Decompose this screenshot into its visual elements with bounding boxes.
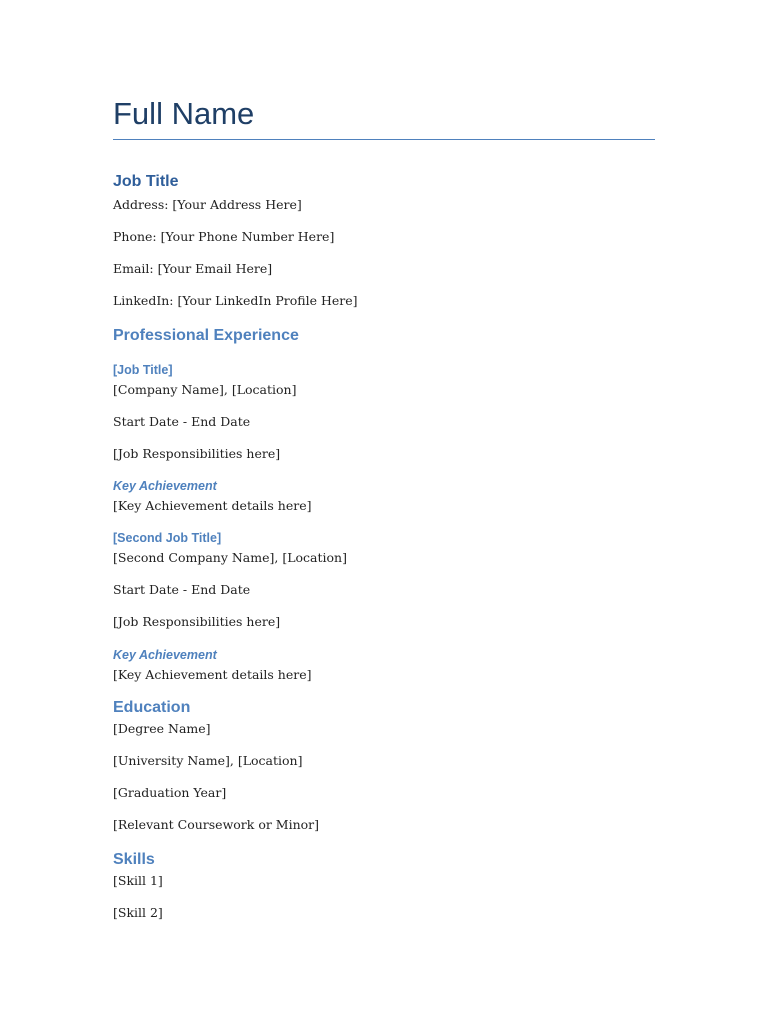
job-2-company: [Second Company Name], [Location]: [113, 550, 347, 565]
degree-line: [Degree Name]: [113, 721, 211, 736]
job-1-achievement-heading: Key Achievement: [113, 479, 217, 493]
job-1-title: [Job Title]: [113, 363, 173, 377]
coursework-line: [Relevant Coursework or Minor]: [113, 817, 320, 832]
phone-line: Phone: [Your Phone Number Here]: [113, 229, 335, 244]
job-2-title: [Second Job Title]: [113, 531, 222, 545]
job-1-achievement-details: [Key Achievement details here]: [113, 498, 312, 513]
job-2-achievement-details: [Key Achievement details here]: [113, 667, 312, 682]
job-title-heading: Job Title: [113, 173, 179, 190]
address-line: Address: [Your Address Here]: [113, 197, 302, 212]
experience-heading: Professional Experience: [113, 327, 299, 344]
job-2-dates: Start Date - End Date: [113, 582, 251, 597]
email-line: Email: [Your Email Here]: [113, 261, 273, 276]
title-divider: [113, 139, 655, 140]
university-line: [University Name], [Location]: [113, 753, 303, 768]
job-1-dates: Start Date - End Date: [113, 414, 251, 429]
linkedin-line: LinkedIn: [Your LinkedIn Profile Here]: [113, 293, 358, 308]
job-1-responsibilities: [Job Responsibilities here]: [113, 446, 281, 461]
skill-item: [Skill 1]: [113, 873, 163, 888]
job-2-responsibilities: [Job Responsibilities here]: [113, 614, 281, 629]
skills-heading: Skills: [113, 851, 155, 868]
job-1-company: [Company Name], [Location]: [113, 382, 297, 397]
job-2-achievement-heading: Key Achievement: [113, 648, 217, 662]
education-heading: Education: [113, 699, 191, 716]
skill-item: [Skill 2]: [113, 905, 163, 920]
graduation-line: [Graduation Year]: [113, 785, 227, 800]
full-name-title: Full Name: [113, 96, 255, 131]
